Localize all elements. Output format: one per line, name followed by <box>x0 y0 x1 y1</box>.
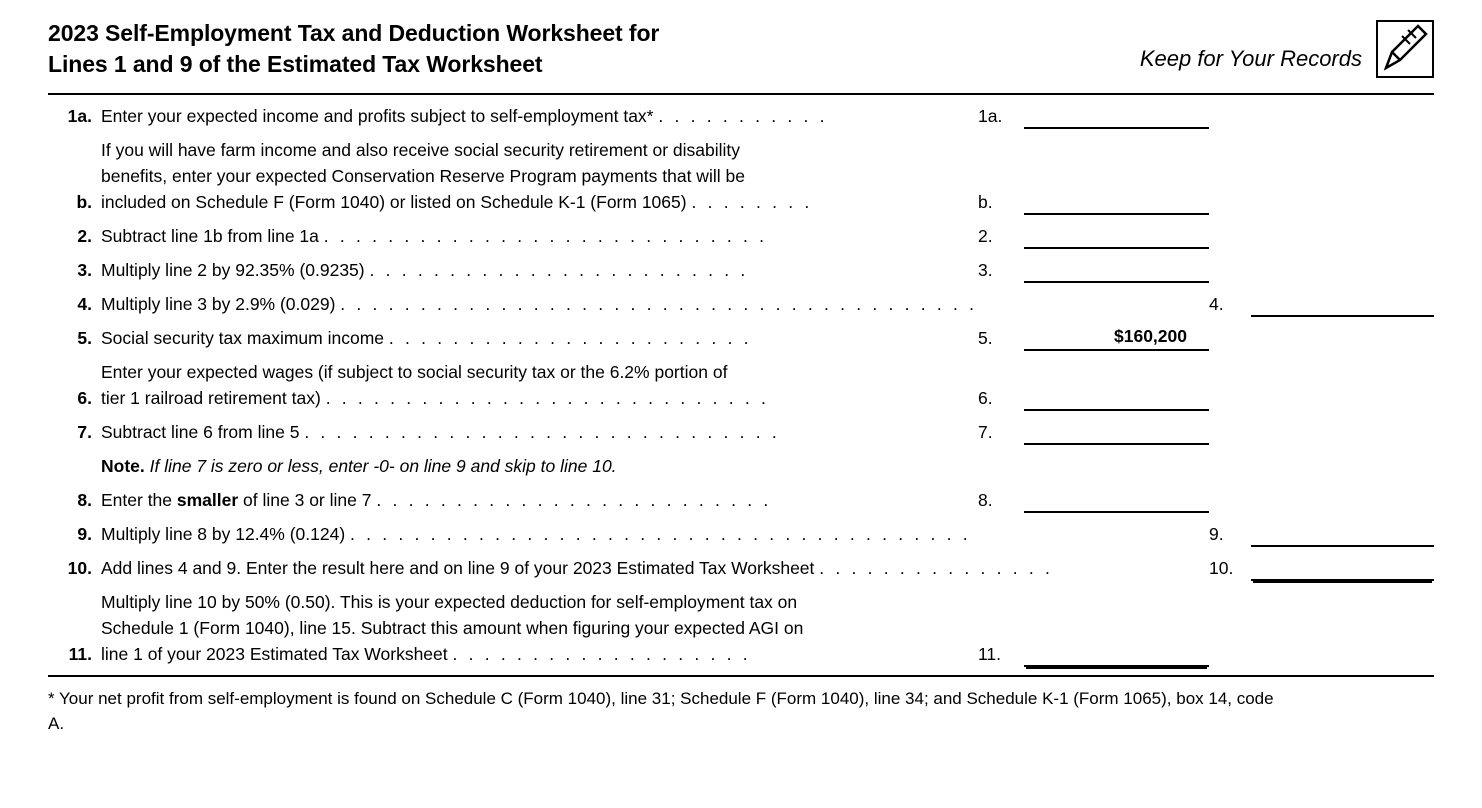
leader-dots-5: . . . . . . . . . . . . . . . . . . . . . . . <box>388 328 752 349</box>
amount-label-5: 5. <box>978 328 993 349</box>
row-line-10 <box>48 555 1434 581</box>
line-number-8: 8. <box>77 490 92 511</box>
row-line-8 <box>48 487 1434 513</box>
line-number-7: 7. <box>77 422 92 443</box>
line-text-8-suffix: of line 3 or line 7 <box>238 490 372 511</box>
leader-dots-9: . . . . . . . . . . . . . . . . . . . . . . . . . . . . . . . . . . . . . . . <box>350 524 971 545</box>
line-text-1b <box>101 137 978 215</box>
amount-field-9[interactable] <box>1251 521 1434 547</box>
note-content: If line 7 is zero or less, enter -0- on line 9 and skip to line 10. <box>149 456 617 477</box>
leader-dots-11: . . . . . . . . . . . . . . . . . . . <box>452 644 751 665</box>
amount-field-3[interactable] <box>1024 257 1209 283</box>
leader-dots-3: . . . . . . . . . . . . . . . . . . . . . . . . <box>369 260 749 281</box>
line-text-11-line-3-content: line 1 of your 2023 Estimated Tax Worksheet <box>101 644 448 665</box>
row-line-4 <box>48 291 1434 317</box>
row-note <box>48 453 1434 479</box>
row-line-11 <box>48 589 1434 667</box>
line-text-1a <box>101 103 978 129</box>
page-title-line-2: Lines 1 and 9 of the Estimated Tax Worksheet <box>48 50 543 77</box>
row-line-1a <box>48 103 1434 129</box>
footnote-line-2: A. <box>48 713 65 733</box>
amount-label-2: 2. <box>978 226 993 247</box>
line-number-9: 9. <box>77 524 92 545</box>
row-line-9 <box>48 521 1434 547</box>
amount-field-1a[interactable] <box>1024 103 1209 129</box>
row-line-5 <box>48 325 1434 351</box>
header-right <box>1140 18 1434 78</box>
amount-label-7: 7. <box>978 422 993 443</box>
pencil-icon <box>1376 20 1434 78</box>
page-title-line-1: 2023 Self-Employment Tax and Deduction Worksheet for <box>48 20 660 46</box>
line-text-8 <box>101 487 978 513</box>
line-text-1b-line-3-content: included on Schedule F (Form 1040) or listed on Schedule K-1 (Form 1065) <box>101 192 687 213</box>
line-text-11-line-2: Schedule 1 (Form 1040), line 15. Subtract this amount when figuring your expected AGI on <box>101 618 804 639</box>
page-header <box>48 0 1434 79</box>
line-number-2: 2. <box>77 226 92 247</box>
line-text-1b-line-1: If you will have farm income and also receive social security retirement or disability <box>101 140 741 161</box>
leader-dots-1a: . . . . . . . . . . . <box>658 106 828 127</box>
line-text-3 <box>101 257 978 283</box>
leader-dots-8: . . . . . . . . . . . . . . . . . . . . . . . . . <box>376 490 772 511</box>
line-number-1a: 1a. <box>67 106 92 127</box>
line-text-1b-line-2: benefits, enter your expected Conservation Reserve Program payments that will be <box>101 166 745 187</box>
leader-dots-7: . . . . . . . . . . . . . . . . . . . . . . . . . . . . . . <box>304 422 780 443</box>
line-text-4 <box>101 291 1209 317</box>
worksheet-rows <box>48 95 1434 667</box>
line-text-11 <box>101 589 978 667</box>
line-text-3-content: Multiply line 2 by 92.35% (0.9235) <box>101 260 365 281</box>
amount-field-1b[interactable] <box>1024 189 1209 215</box>
amount-field-2[interactable] <box>1024 223 1209 249</box>
row-line-3 <box>48 257 1434 283</box>
leader-dots-6: . . . . . . . . . . . . . . . . . . . . . . . . . . . . <box>325 388 770 409</box>
amount-label-1a: 1a. <box>978 106 1003 127</box>
line-text-11-line-1: Multiply line 10 by 50% (0.50). This is your expected deduction for self-employment tax on <box>101 592 798 613</box>
amount-field-4[interactable] <box>1251 291 1434 317</box>
keep-for-records-label: Keep for Your Records <box>1139 46 1362 71</box>
leader-dots-10: . . . . . . . . . . . . . . . <box>819 558 1054 579</box>
line-text-7-content: Subtract line 6 from line 5 <box>101 422 300 443</box>
amount-label-4: 4. <box>1209 294 1224 315</box>
line-number-6: 6. <box>77 388 92 409</box>
amount-label-6: 6. <box>978 388 993 409</box>
amount-label-8: 8. <box>978 490 993 511</box>
line-text-10 <box>101 555 1209 581</box>
row-line-1b <box>48 137 1434 215</box>
amount-field-7[interactable] <box>1024 419 1209 445</box>
leader-dots-1b: . . . . . . . . <box>691 192 813 213</box>
amount-label-10: 10. <box>1209 558 1234 579</box>
amount-field-8[interactable] <box>1024 487 1209 513</box>
line-text-1b-line-3 <box>101 189 978 215</box>
footnote-line-1: * Your net profit from self-employment is found on Schedule C (Form 1040), line 31; Schedule F (Form 1040), line 34; and Schedule K-1 (Form 1065), box 14, code <box>48 689 1274 709</box>
line-text-9 <box>101 521 1209 547</box>
line-text-10-content: Add lines 4 and 9. Enter the result here and on line 9 of your 2023 Estimated Tax Worksheet <box>101 558 815 579</box>
line-number-1b: b. <box>76 192 92 213</box>
leader-dots-4: . . . . . . . . . . . . . . . . . . . . . . . . . . . . . . . . . . . . . . . . <box>340 294 978 315</box>
line-text-6-line-2 <box>101 385 978 411</box>
line-text-11-line-3 <box>101 641 978 667</box>
line-text-2-content: Subtract line 1b from line 1a <box>101 226 319 247</box>
line-text-6 <box>101 359 978 411</box>
line-number-11: 11. <box>68 644 92 665</box>
line-text-8-emphasis: smaller <box>176 490 239 511</box>
amount-field-10[interactable] <box>1251 555 1434 581</box>
footnote <box>48 677 1434 736</box>
line-text-8-prefix: Enter the <box>101 490 177 511</box>
line-text-7 <box>101 419 978 445</box>
row-line-6 <box>48 359 1434 411</box>
amount-field-6[interactable] <box>1024 385 1209 411</box>
line-number-10: 10. <box>67 558 92 579</box>
line-text-6-line-2-content: tier 1 railroad retirement tax) <box>101 388 321 409</box>
line-text-2 <box>101 223 978 249</box>
amount-label-11: 11. <box>978 644 1002 665</box>
amount-label-1b: b. <box>978 192 993 213</box>
amount-field-5 <box>1024 325 1209 351</box>
amount-field-11[interactable] <box>1024 641 1209 667</box>
amount-label-3: 3. <box>978 260 993 281</box>
line-text-5 <box>101 325 978 351</box>
line-number-4: 4. <box>77 294 92 315</box>
amount-label-9: 9. <box>1209 524 1224 545</box>
line-number-3: 3. <box>77 260 92 281</box>
row-line-2 <box>48 223 1434 249</box>
row-line-7 <box>48 419 1434 445</box>
line-text-5-content: Social security tax maximum income <box>101 328 384 349</box>
note-label: Note. <box>101 456 145 477</box>
line-text-4-content: Multiply line 3 by 2.9% (0.029) <box>101 294 336 315</box>
line-text-1a-content: Enter your expected income and profits subject to self-employment tax* <box>101 106 654 127</box>
line-text-6-line-1: Enter your expected wages (if subject to social security tax or the 6.2% portion of <box>101 362 728 383</box>
page-title <box>48 18 659 79</box>
line-number-5: 5. <box>77 328 92 349</box>
line-text-9-content: Multiply line 8 by 12.4% (0.124) <box>101 524 346 545</box>
leader-dots-2: . . . . . . . . . . . . . . . . . . . . . . . . . . . . <box>323 226 768 247</box>
amount-value-5: $160,200 <box>1114 326 1187 347</box>
note-text <box>101 453 978 479</box>
